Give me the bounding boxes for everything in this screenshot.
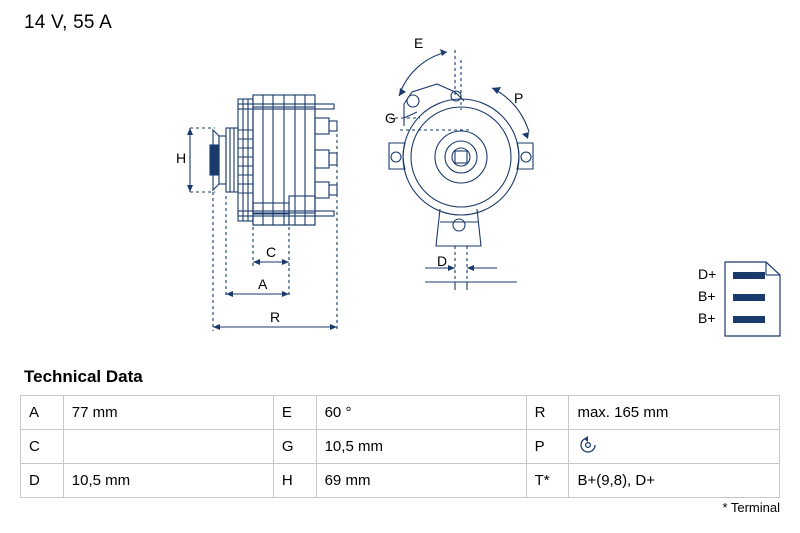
cell-value: 60 °	[316, 396, 526, 430]
cell-key: G	[273, 430, 316, 464]
label-P: P	[514, 90, 524, 106]
label-A: A	[258, 276, 268, 292]
label-H: H	[176, 150, 187, 166]
table-row	[21, 430, 780, 464]
cell-key: R	[526, 396, 569, 430]
cell-value	[63, 430, 273, 464]
cell-value: 69 mm	[316, 464, 526, 498]
footnote-terminal: * Terminal	[722, 500, 780, 515]
label-R: R	[270, 309, 281, 325]
technical-data-heading: Technical Data	[24, 367, 143, 386]
cell-key: A	[21, 396, 64, 430]
cell-key: D	[21, 464, 64, 498]
rotation-direction-icon	[577, 436, 599, 458]
table-row	[21, 464, 780, 498]
table-row	[21, 396, 780, 430]
terminal-row-1: B+	[698, 288, 716, 304]
cell-key: H	[273, 464, 316, 498]
label-D: D	[437, 253, 448, 269]
page-title: 14 V, 55 A	[24, 12, 112, 33]
technical-data-table	[20, 395, 780, 498]
terminal-row-2: B+	[698, 310, 716, 326]
cell-value: 10,5 mm	[316, 430, 526, 464]
cell-value: 10,5 mm	[63, 464, 273, 498]
cell-value-rotation	[569, 430, 780, 464]
label-C: C	[266, 244, 277, 260]
terminal-row-0: D+	[698, 266, 717, 282]
cell-value: B+(9,8), D+	[569, 464, 780, 498]
label-G: G	[385, 110, 396, 126]
label-E: E	[414, 35, 424, 51]
cell-key: C	[21, 430, 64, 464]
cell-key: T*	[526, 464, 569, 498]
cell-key: P	[526, 430, 569, 464]
cell-value: max. 165 mm	[569, 396, 780, 430]
cell-key: E	[273, 396, 316, 430]
cell-value: 77 mm	[63, 396, 273, 430]
